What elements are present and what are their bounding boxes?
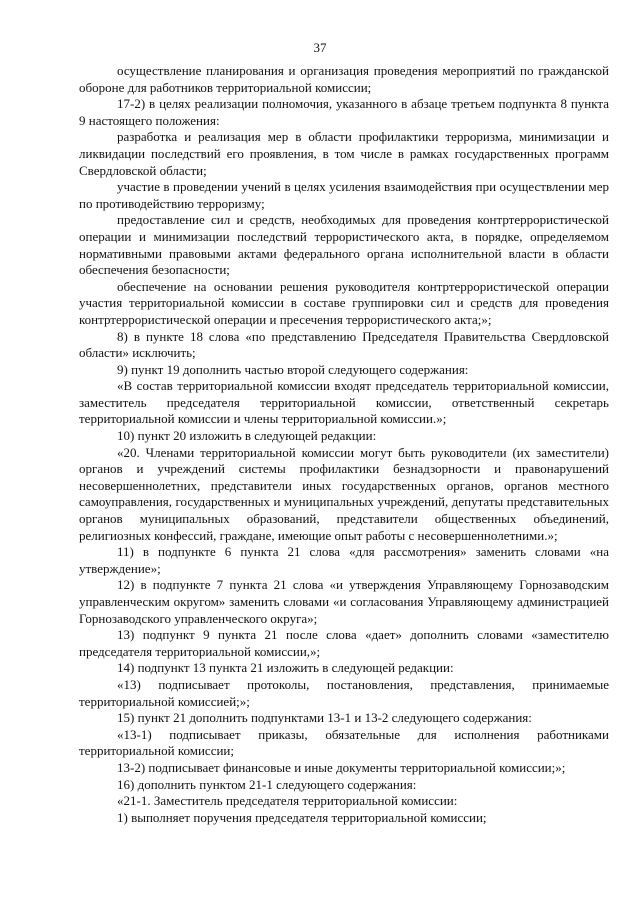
paragraph: 15) пункт 21 дополнить подпунктами 13-1 и 13-2 следующего содержания:	[117, 710, 532, 726]
document-body	[79, 63, 609, 826]
paragraph: осуществление планирования и организация проведения мероприятий по гражданской обороне для работников территориальной комиссии;	[79, 63, 609, 95]
page-number: 37	[313, 40, 327, 55]
paragraph: 16) дополнить пунктом 21-1 следующего содержания:	[117, 776, 417, 792]
paragraph: разработка и реализация мер в области профилактики терроризма, минимизации и ликвидации последствий его проявления, в том числе в рамках государственных программ Свердловской области;	[79, 129, 609, 178]
paragraph: 13) подпункт 9 пункта 21 после слова «дает» дополнить словами «заместителю председателя территориальной комиссии,»;	[79, 627, 609, 659]
paragraph: 12) в подпункте 7 пункта 21 слова «и утверждения Управляющему Горнозаводским управленческим округом» заменить словами «и согласования Управляющему администрацией Горнозаводского управленческого округа»;	[79, 577, 609, 626]
paragraph: предоставление сил и средств, необходимых для проведения контртеррористической операции и минимизации последствий террористического акта, в порядке, определяемом нормативными правовыми актами федерального органа исполнительной власти в области обеспечения безопасности;	[79, 212, 609, 278]
paragraph: «21-1. Заместитель председателя территориальной комиссии:	[117, 793, 458, 809]
paragraph: 8) в пункте 18 слова «по представлению Председателя Правительства Свердловской области» исключить;	[79, 328, 609, 361]
paragraph: «13) подписывает протоколы, постановления, представления, принимаемые территориальной комиссией;»;	[79, 676, 609, 709]
paragraph: 10) пункт 20 изложить в следующей редакции:	[117, 428, 377, 444]
paragraph: 17-2) в целях реализации полномочия, указанного в абзаце третьем подпункта 8 пункта 9 настоящего положения:	[79, 96, 609, 128]
paragraph: участие в проведении учений в целях усиления взаимодействия при осуществлении мер по противодействию терроризму;	[79, 179, 609, 211]
paragraph: «13-1) подписывает приказы, обязательные для исполнения работниками территориальной комиссии;	[79, 726, 609, 759]
paragraph: «20. Членами территориальной комиссии могут быть руководители (их заместители) органов и учреждений системы профилактики безнадзорности и правонарушений несовершеннолетних, представители иных государственных органов, органов местного самоуправления, государственных и муниципальных учреждений, депутаты представительных органов муниципальных образований, представители общественных объединений, религиозных конфессий, граждане, имеющие опыт работы с несовершеннолетними.»;	[79, 444, 609, 543]
paragraph: 13-2) подписывает финансовые и иные документы территориальной комиссии;»;	[117, 759, 566, 775]
paragraph: обеспечение на основании решения руководителя контртеррористической операции участия территориальной комиссии в составе группировки сил и средств для проведения контртеррористической операции и пресечения террористического акта;»;	[79, 278, 609, 327]
paragraph: 1) выполняет поручения председателя территориальной комиссии;	[117, 809, 487, 825]
paragraph: 11) в подпункте 6 пункта 21 слова «для рассмотрения» заменить словами «на утверждение»;	[79, 544, 609, 576]
paragraph: «В состав территориальной комиссии входят председатель территориальной комиссии, заместитель председателя территориальной комиссии, ответственный секретарь территориальной комиссии и члены территориальной комиссии.»;	[79, 378, 609, 427]
paragraph: 9) пункт 19 дополнить частью второй следующего содержания:	[117, 361, 469, 377]
paragraph: 14) подпункт 13 пункта 21 изложить в следующей редакции:	[117, 660, 454, 676]
